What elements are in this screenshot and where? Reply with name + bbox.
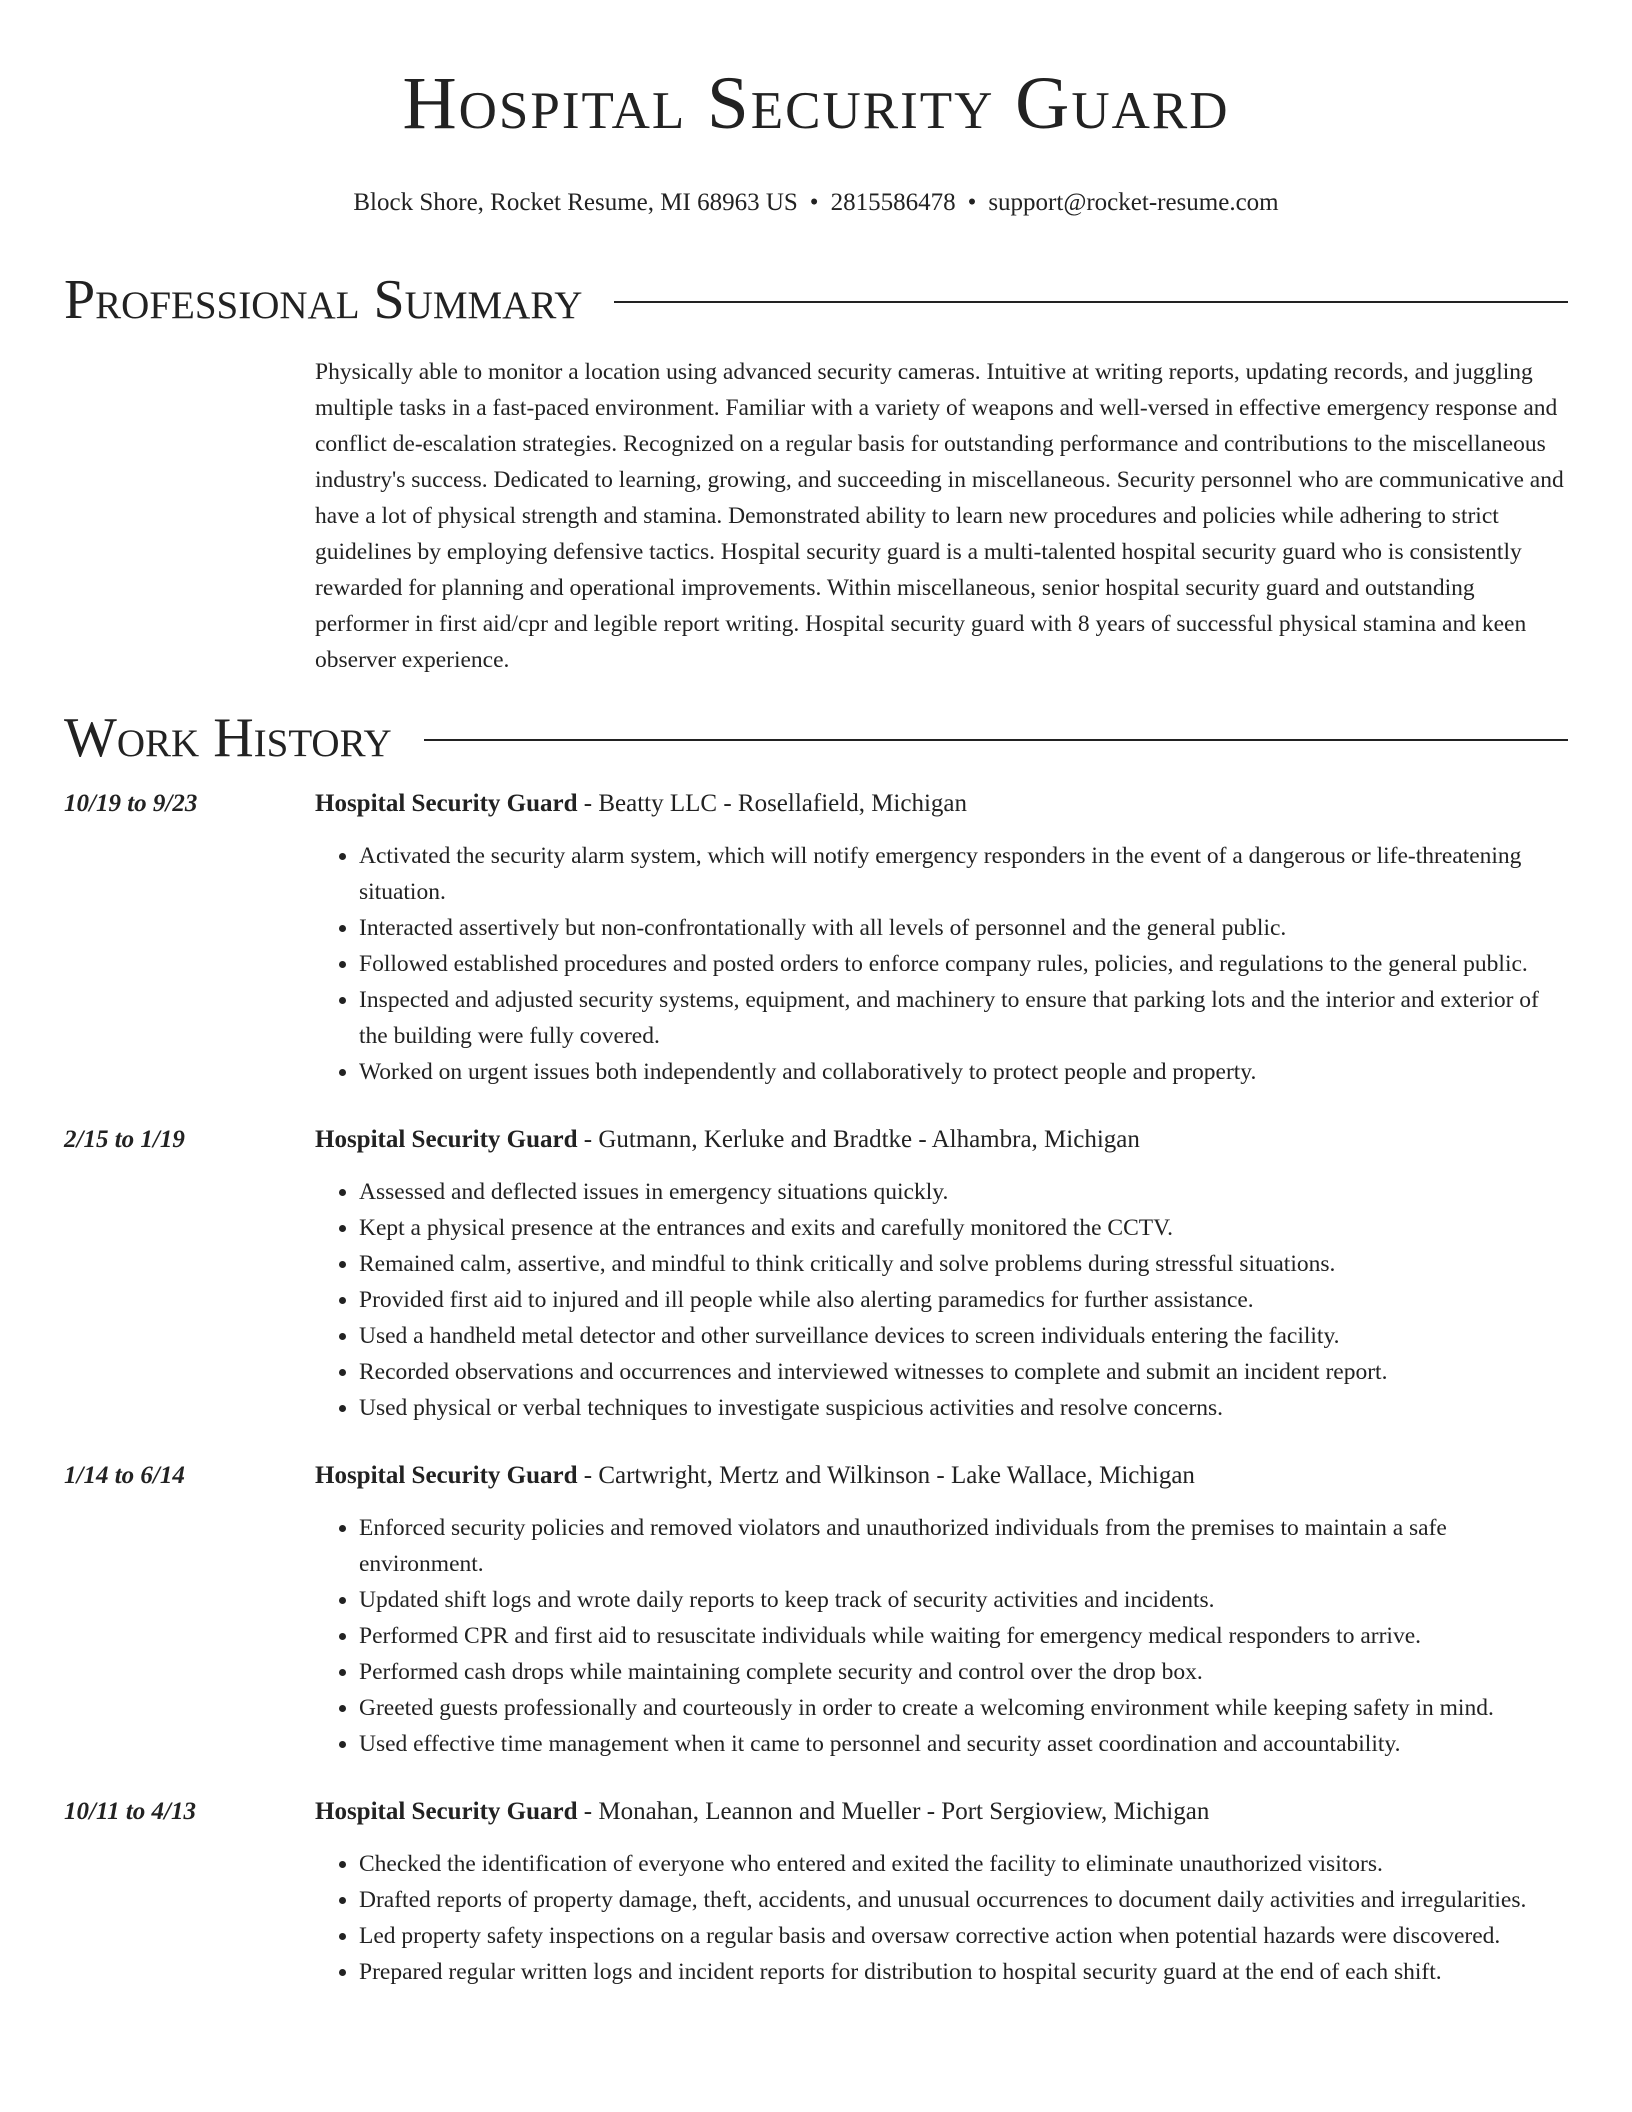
job-title: Hospital Security Guard: [315, 1462, 578, 1489]
summary-section-heading: [64, 268, 1568, 332]
contact-separator: •: [967, 189, 977, 216]
job-bullet: • Inspected and adjusted security systems, equipment, and machinery to ensure that parking lots and the interior and exterior of the building were fully covered.: [359, 982, 1568, 1054]
job-title: Hospital Security Guard: [315, 1798, 578, 1825]
contact-separator: •: [809, 189, 819, 216]
job-bullet: • Drafted reports of property damage, theft, accidents, and unusual occurrences to document daily activities and irregularities.: [359, 1882, 1568, 1918]
candidate-name: Hospital Security Guard: [402, 62, 1230, 145]
job-bullet: • Provided first aid to injured and ill people while also alerting paramedics for further assistance.: [359, 1282, 1568, 1318]
job-entry: [64, 786, 1568, 1090]
job-bullet: • Kept a physical presence at the entrances and exits and carefully monitored the CCTV.: [359, 1210, 1568, 1246]
job-title-line: [315, 786, 1568, 822]
job-body: [315, 1458, 1568, 1762]
job-bullet: • Greeted guests professionally and courteously in order to create a welcoming environment while keeping safety in mind.: [359, 1690, 1568, 1726]
contact-line: [64, 188, 1568, 218]
work-history-list: [64, 786, 1568, 1990]
job-entry: [64, 1122, 1568, 1426]
job-employer-location: - Beatty LLC - Rosellafield, Michigan: [577, 790, 968, 817]
job-title-line: [315, 1122, 1568, 1158]
job-bullet: • Assessed and deflected issues in emergency situations quickly.: [359, 1174, 1568, 1210]
job-bullet: • Used a handheld metal detector and other surveillance devices to screen individuals entering the facility.: [359, 1318, 1568, 1354]
job-entry: [64, 1794, 1568, 1990]
job-bullet: • Activated the security alarm system, which will notify emergency responders in the event of a dangerous or life-threatening situation.: [359, 838, 1568, 910]
job-bullet: • Interacted assertively but non-confrontationally with all levels of personnel and the general public.: [359, 910, 1568, 946]
job-bullet: • Enforced security policies and removed violators and unauthorized individuals from the premises to maintain a safe environment.: [359, 1510, 1568, 1582]
job-dates: 10/11 to 4/13: [64, 1798, 196, 1825]
job-bullets: [315, 838, 1568, 1090]
job-bullet: • Used physical or verbal techniques to investigate suspicious activities and resolve concerns.: [359, 1390, 1568, 1426]
job-bullet: • Led property safety inspections on a regular basis and oversaw corrective action when potential hazards were discovered.: [359, 1918, 1568, 1954]
contact-phone: 2815586478: [830, 189, 956, 216]
job-bullet: • Prepared regular written logs and incident reports for distribution to hospital security guard at the end of each shift.: [359, 1954, 1568, 1990]
job-body: [315, 786, 1568, 1090]
job-title-line: [315, 1458, 1568, 1494]
job-employer-location: - Gutmann, Kerluke and Bradtke - Alhambra, Michigan: [577, 1126, 1140, 1153]
contact-email: support@rocket-resume.com: [988, 189, 1279, 216]
job-bullet: • Performed CPR and first aid to resuscitate individuals while waiting for emergency medical responders to arrive.: [359, 1618, 1568, 1654]
job-bullet: • Performed cash drops while maintaining complete security and control over the drop box.: [359, 1654, 1568, 1690]
section-divider: [424, 739, 1568, 741]
job-body: [315, 1794, 1568, 1990]
job-bullets: [315, 1846, 1568, 1990]
job-title: Hospital Security Guard: [315, 790, 578, 817]
job-dates: 10/19 to 9/23: [64, 790, 198, 817]
job-dates: 1/14 to 6/14: [64, 1462, 185, 1489]
job-employer-location: - Cartwright, Mertz and Wilkinson - Lake Wallace, Michigan: [577, 1462, 1195, 1489]
job-dates: 2/15 to 1/19: [64, 1126, 185, 1153]
job-title: Hospital Security Guard: [315, 1126, 578, 1153]
job-title-line: [315, 1794, 1568, 1830]
job-employer-location: - Monahan, Leannon and Mueller - Port Sergioview, Michigan: [577, 1798, 1210, 1825]
job-bullet: • Worked on urgent issues both independently and collaboratively to protect people and property.: [359, 1054, 1568, 1090]
job-bullets: [315, 1174, 1568, 1426]
job-bullet: • Followed established procedures and posted orders to enforce company rules, policies, and regulations to the general public.: [359, 946, 1568, 982]
job-body: [315, 1122, 1568, 1426]
job-bullet: • Updated shift logs and wrote daily reports to keep track of security activities and incidents.: [359, 1582, 1568, 1618]
summary-heading-text: Professional Summary: [64, 269, 583, 331]
job-bullet: • Checked the identification of everyone who entered and exited the facility to eliminate unauthorized visitors.: [359, 1846, 1568, 1882]
work-history-section-heading: [64, 706, 1568, 770]
work-history-heading-text: Work History: [64, 707, 392, 769]
job-bullet: • Remained calm, assertive, and mindful to think critically and solve problems during stressful situations.: [359, 1246, 1568, 1282]
summary-paragraph: Physically able to monitor a location using advanced security cameras. Intuitive at writing reports, updating records, and juggling multiple tasks in a fast-paced environment. Familiar with a variety of weapons and well-versed in effective emergency response and conflict de-escalation strategies. Recognized on a regular basis for outstanding performance and contributions to the miscellaneous industry's success. Dedicated to learning, growing, and succeeding in miscellaneous. Security personnel who are communicative and have a lot of physical strength and stamina. Demonstrated ability to learn new procedures and policies while adhering to strict guidelines by employing defensive tactics. Hospital security guard is a multi-talented hospital security guard who is consistently rewarded for planning and operational improvements. Within miscellaneous, senior hospital security guard and outstanding performer in first aid/cpr and legible report writing. Hospital security guard with 8 years of successful physical stamina and keen observer experience.: [315, 359, 1564, 673]
job-bullet: • Used effective time management when it came to personnel and security asset coordination and accountability.: [359, 1726, 1568, 1762]
job-entry: [64, 1458, 1568, 1762]
job-bullet: • Recorded observations and occurrences and interviewed witnesses to complete and submit an incident report.: [359, 1354, 1568, 1390]
job-bullets: [315, 1510, 1568, 1762]
contact-address: Block Shore, Rocket Resume, MI 68963 US: [353, 189, 798, 216]
section-divider: [614, 301, 1568, 303]
